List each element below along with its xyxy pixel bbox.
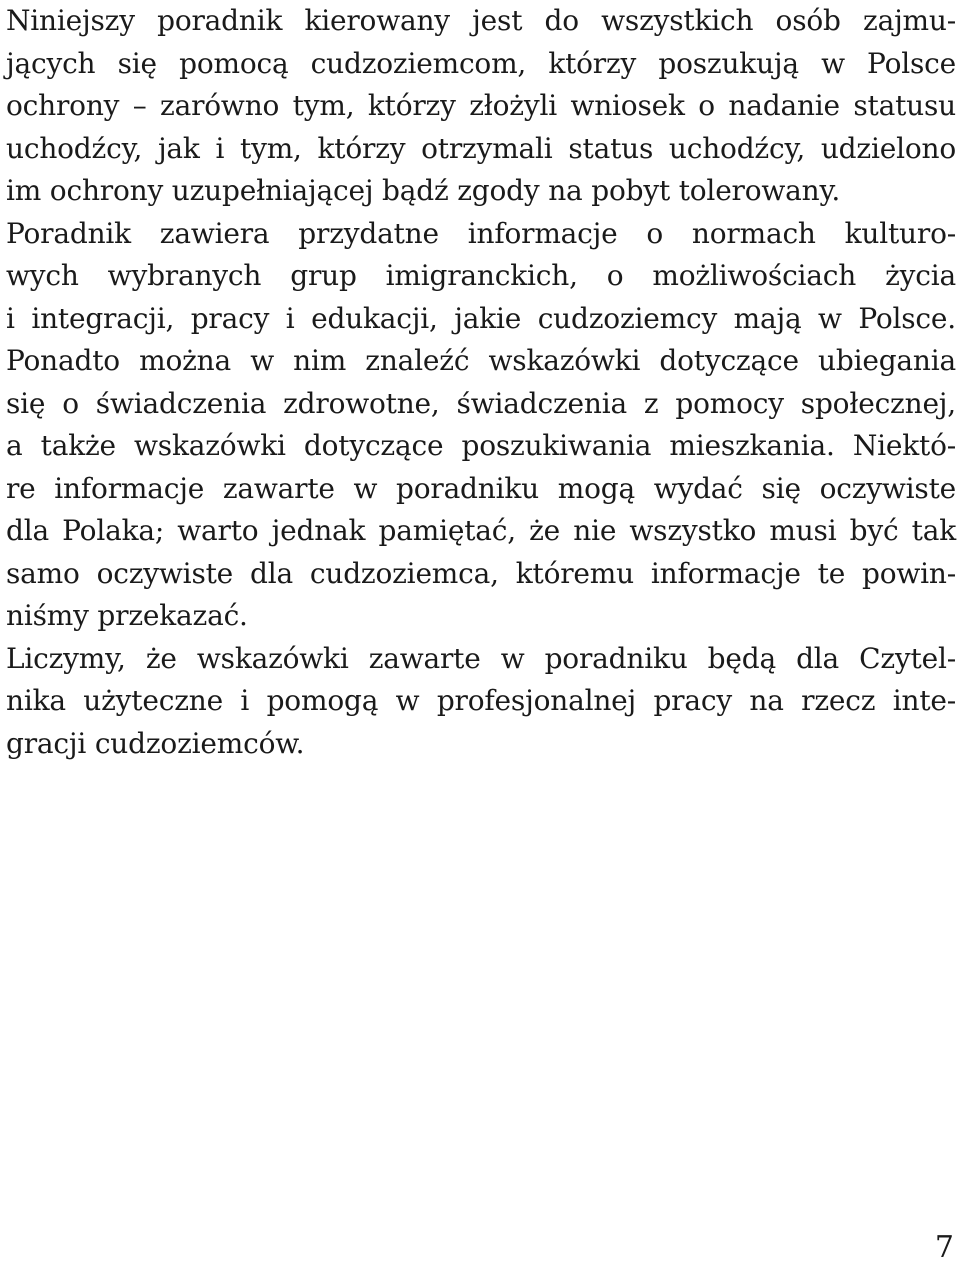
text-line: jących się pomocą cudzoziemcom, którzy poszukują w Polsce (6, 46, 956, 80)
text-line: ochrony – zarówno tym, którzy złożyli wniosek o nadanie statusu (6, 89, 956, 122)
text-line: a także wskazówki dotyczące poszukiwania mieszkania. Niektó- (6, 429, 956, 462)
page-number: 7 (934, 1230, 954, 1265)
document-body (6, 0, 956, 765)
text-line: Niniejszy poradnik kierowany jest do wszystkich osób zajmu- (6, 4, 956, 37)
text-line: Liczymy, że wskazówki zawarte w poradniku będą dla Czytel- (6, 641, 956, 675)
text-line: nika użyteczne i pomogą w profesjonalnej pracy na rzecz inte- (6, 684, 956, 717)
text-line: i integracji, pracy i edukacji, jakie cudzoziemcy mają w Polsce. (6, 301, 956, 335)
text-line: dla Polaka; warto jednak pamiętać, że nie wszystko musi być tak (6, 514, 956, 547)
text-line: uchodźcy, jak i tym, którzy otrzymali status uchodźcy, udzielono (6, 131, 956, 165)
text-line: Ponadto można w nim znaleźć wskazówki dotyczące ubiegania (6, 344, 956, 377)
text-line: re informacje zawarte w poradniku mogą wydać się oczywiste (6, 471, 956, 505)
text-line: niśmy przekazać. (6, 599, 248, 632)
text-line: wych wybranych grup imigranckich, o możliwościach życia (6, 259, 956, 292)
text-line: im ochrony uzupełniającej bądź zgody na pobyt tolerowany. (6, 174, 841, 207)
text-line: gracji cudzoziemców. (6, 726, 305, 760)
text-line: samo oczywiste dla cudzoziemca, któremu informacje te powin- (6, 556, 956, 590)
text-line: Poradnik zawiera przydatne informacje o normach kulturo- (6, 216, 956, 250)
text-line: się o świadczenia zdrowotne, świadczenia z pomocy społecznej, (6, 386, 956, 420)
